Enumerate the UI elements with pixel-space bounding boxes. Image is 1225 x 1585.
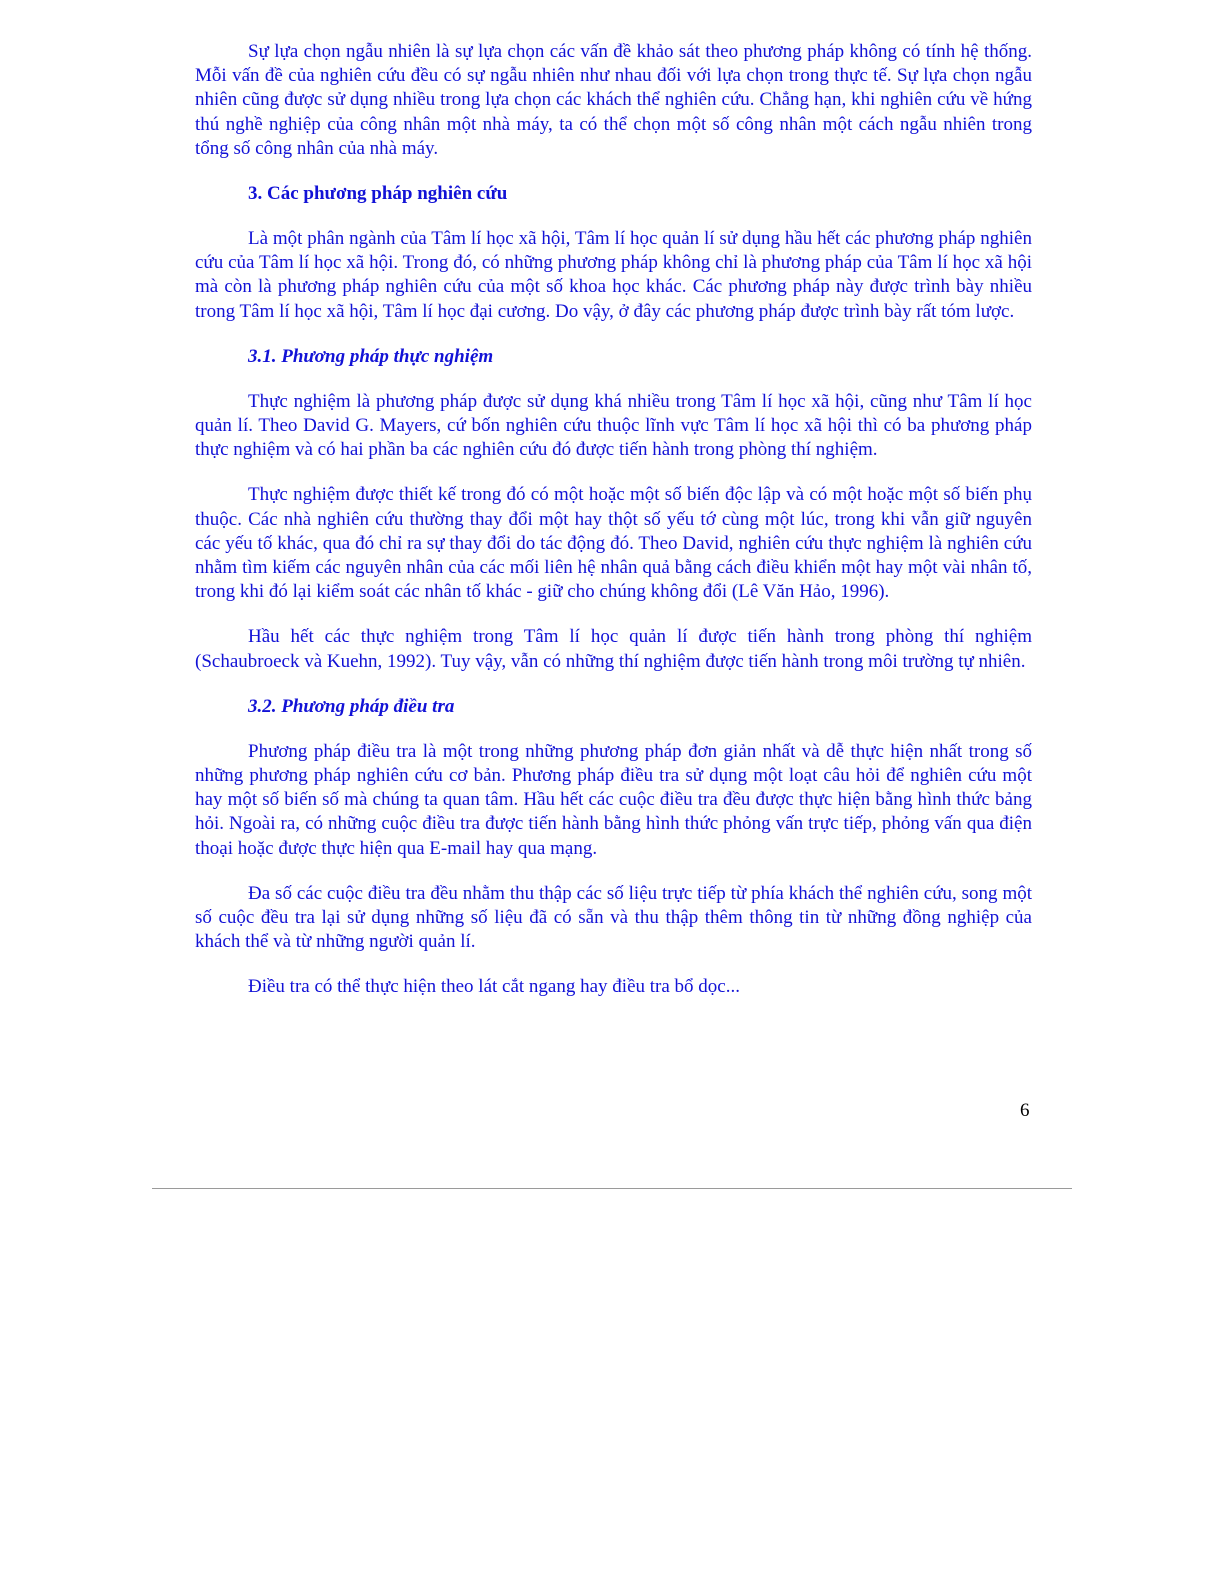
page-content (195, 40, 1032, 1021)
heading-survey-method: 3.2. Phương pháp điều tra (248, 695, 455, 717)
paragraph-random-selection: Sự lựa chọn ngẫu nhiên là sự lựa chọn các vấn đề khảo sát theo phương pháp không có tính hệ thống. Mỗi vấn đề của nghiên cứu đều có sự ngẫu nhiên như nhau đối với lựa chọn trong thực tế. Sự lựa chọn ngẫu nhiên cũng được sử dụng nhiều trong lựa chọn các khách thể nghiên cứu. Chẳng hạn, khi nghiên cứu về hứng thú nghề nghiệp của công nhân một nhà máy, ta có thể chọn một số công nhân một cách ngẫu nhiên trong tổng số công nhân của nhà máy. (195, 41, 1032, 159)
paragraph-research-methods-intro: Là một phân ngành của Tâm lí học xã hội, Tâm lí học quản lí sử dụng hầu hết các phương pháp nghiên cứu của Tâm lí học xã hội. Trong đó, có những phương pháp không chỉ là phương pháp của Tâm lí học xã hội mà còn là phương pháp nghiên cứu của một số khoa học khác. Các phương pháp này được trình bày nhiều trong Tâm lí học xã hội, Tâm lí học đại cương. Do vậy, ở đây các phương pháp được trình bày rất tóm lược. (195, 228, 1032, 322)
paragraph-experiment-lab: Hầu hết các thực nghiệm trong Tâm lí học quản lí được tiến hành trong phòng thí nghiệm (Schaubroeck và Kuehn, 1992). Tuy vậy, vẫn có những thí nghiệm được tiến hành trong môi trường tự nhiên. (195, 626, 1032, 672)
page-number: 6 (1020, 1100, 1030, 1121)
paragraph-survey-data: Đa số các cuộc điều tra đều nhằm thu thập các số liệu trực tiếp từ phía khách thể nghiên cứu, song một số cuộc đều tra lại sử dụng những số liệu đã có sẵn và thu thập thêm thông tin từ những đồng nghiệp của khách thể và từ những người quản lí. (195, 882, 1032, 953)
paragraph-experiment-usage: Thực nghiệm là phương pháp được sử dụng khá nhiều trong Tâm lí học xã hội, cũng như Tâm lí học quản lí. Theo David G. Mayers, cứ bốn nghiên cứu thuộc lĩnh vực Tâm lí học xã hội thì có ba phương pháp thực nghiệm và có hai phần ba các nghiên cứu đó được tiến hành trong phòng thí nghiệm. (195, 390, 1032, 461)
page-bottom-divider (152, 1188, 1072, 1189)
heading-research-methods: 3. Các phương pháp nghiên cứu (248, 183, 508, 205)
heading-experimental-method: 3.1. Phương pháp thực nghiệm (248, 345, 494, 367)
paragraph-survey-types: Điều tra có thể thực hiện theo lát cắt ngang hay điều tra bổ dọc... (248, 976, 740, 998)
paragraph-survey-method: Phương pháp điều tra là một trong những phương pháp đơn giản nhất và dễ thực hiện nhất trong số những phương pháp nghiên cứu cơ bản. Phương pháp điều tra sử dụng một loạt câu hỏi để nghiên cứu một hay một số biến số mà chúng ta quan tâm. Hầu hết các cuộc điều tra đều được thực hiện bằng hình thức bảng hỏi. Ngoài ra, có những cuộc điều tra được tiến hành bằng hình thức phỏng vấn trực tiếp, phỏng vấn qua điện thoại hoặc được thực hiện qua E-mail hay qua mạng. (195, 740, 1032, 859)
paragraph-experiment-design: Thực nghiệm được thiết kế trong đó có một hoặc một số biến độc lập và có một hoặc một số biến phụ thuộc. Các nhà nghiên cứu thường thay đổi một hay thột số yếu tớ cùng một lúc, trong khi vẫn giữ nguyên các yếu tố khác, qua đó chỉ ra sự thay đổi do tác động đó. Theo David, nghiên cứu thực nghiệm là nghiên cứu nhằm tìm kiếm các nguyên nhân của các mối liên hệ nhân quả bằng cách điều khiển một hay một vài nhân tố, trong khi đó lại kiểm soát các nhân tố khác - giữ cho chúng không đổi (Lê Văn Hảo, 1996). (195, 484, 1032, 603)
